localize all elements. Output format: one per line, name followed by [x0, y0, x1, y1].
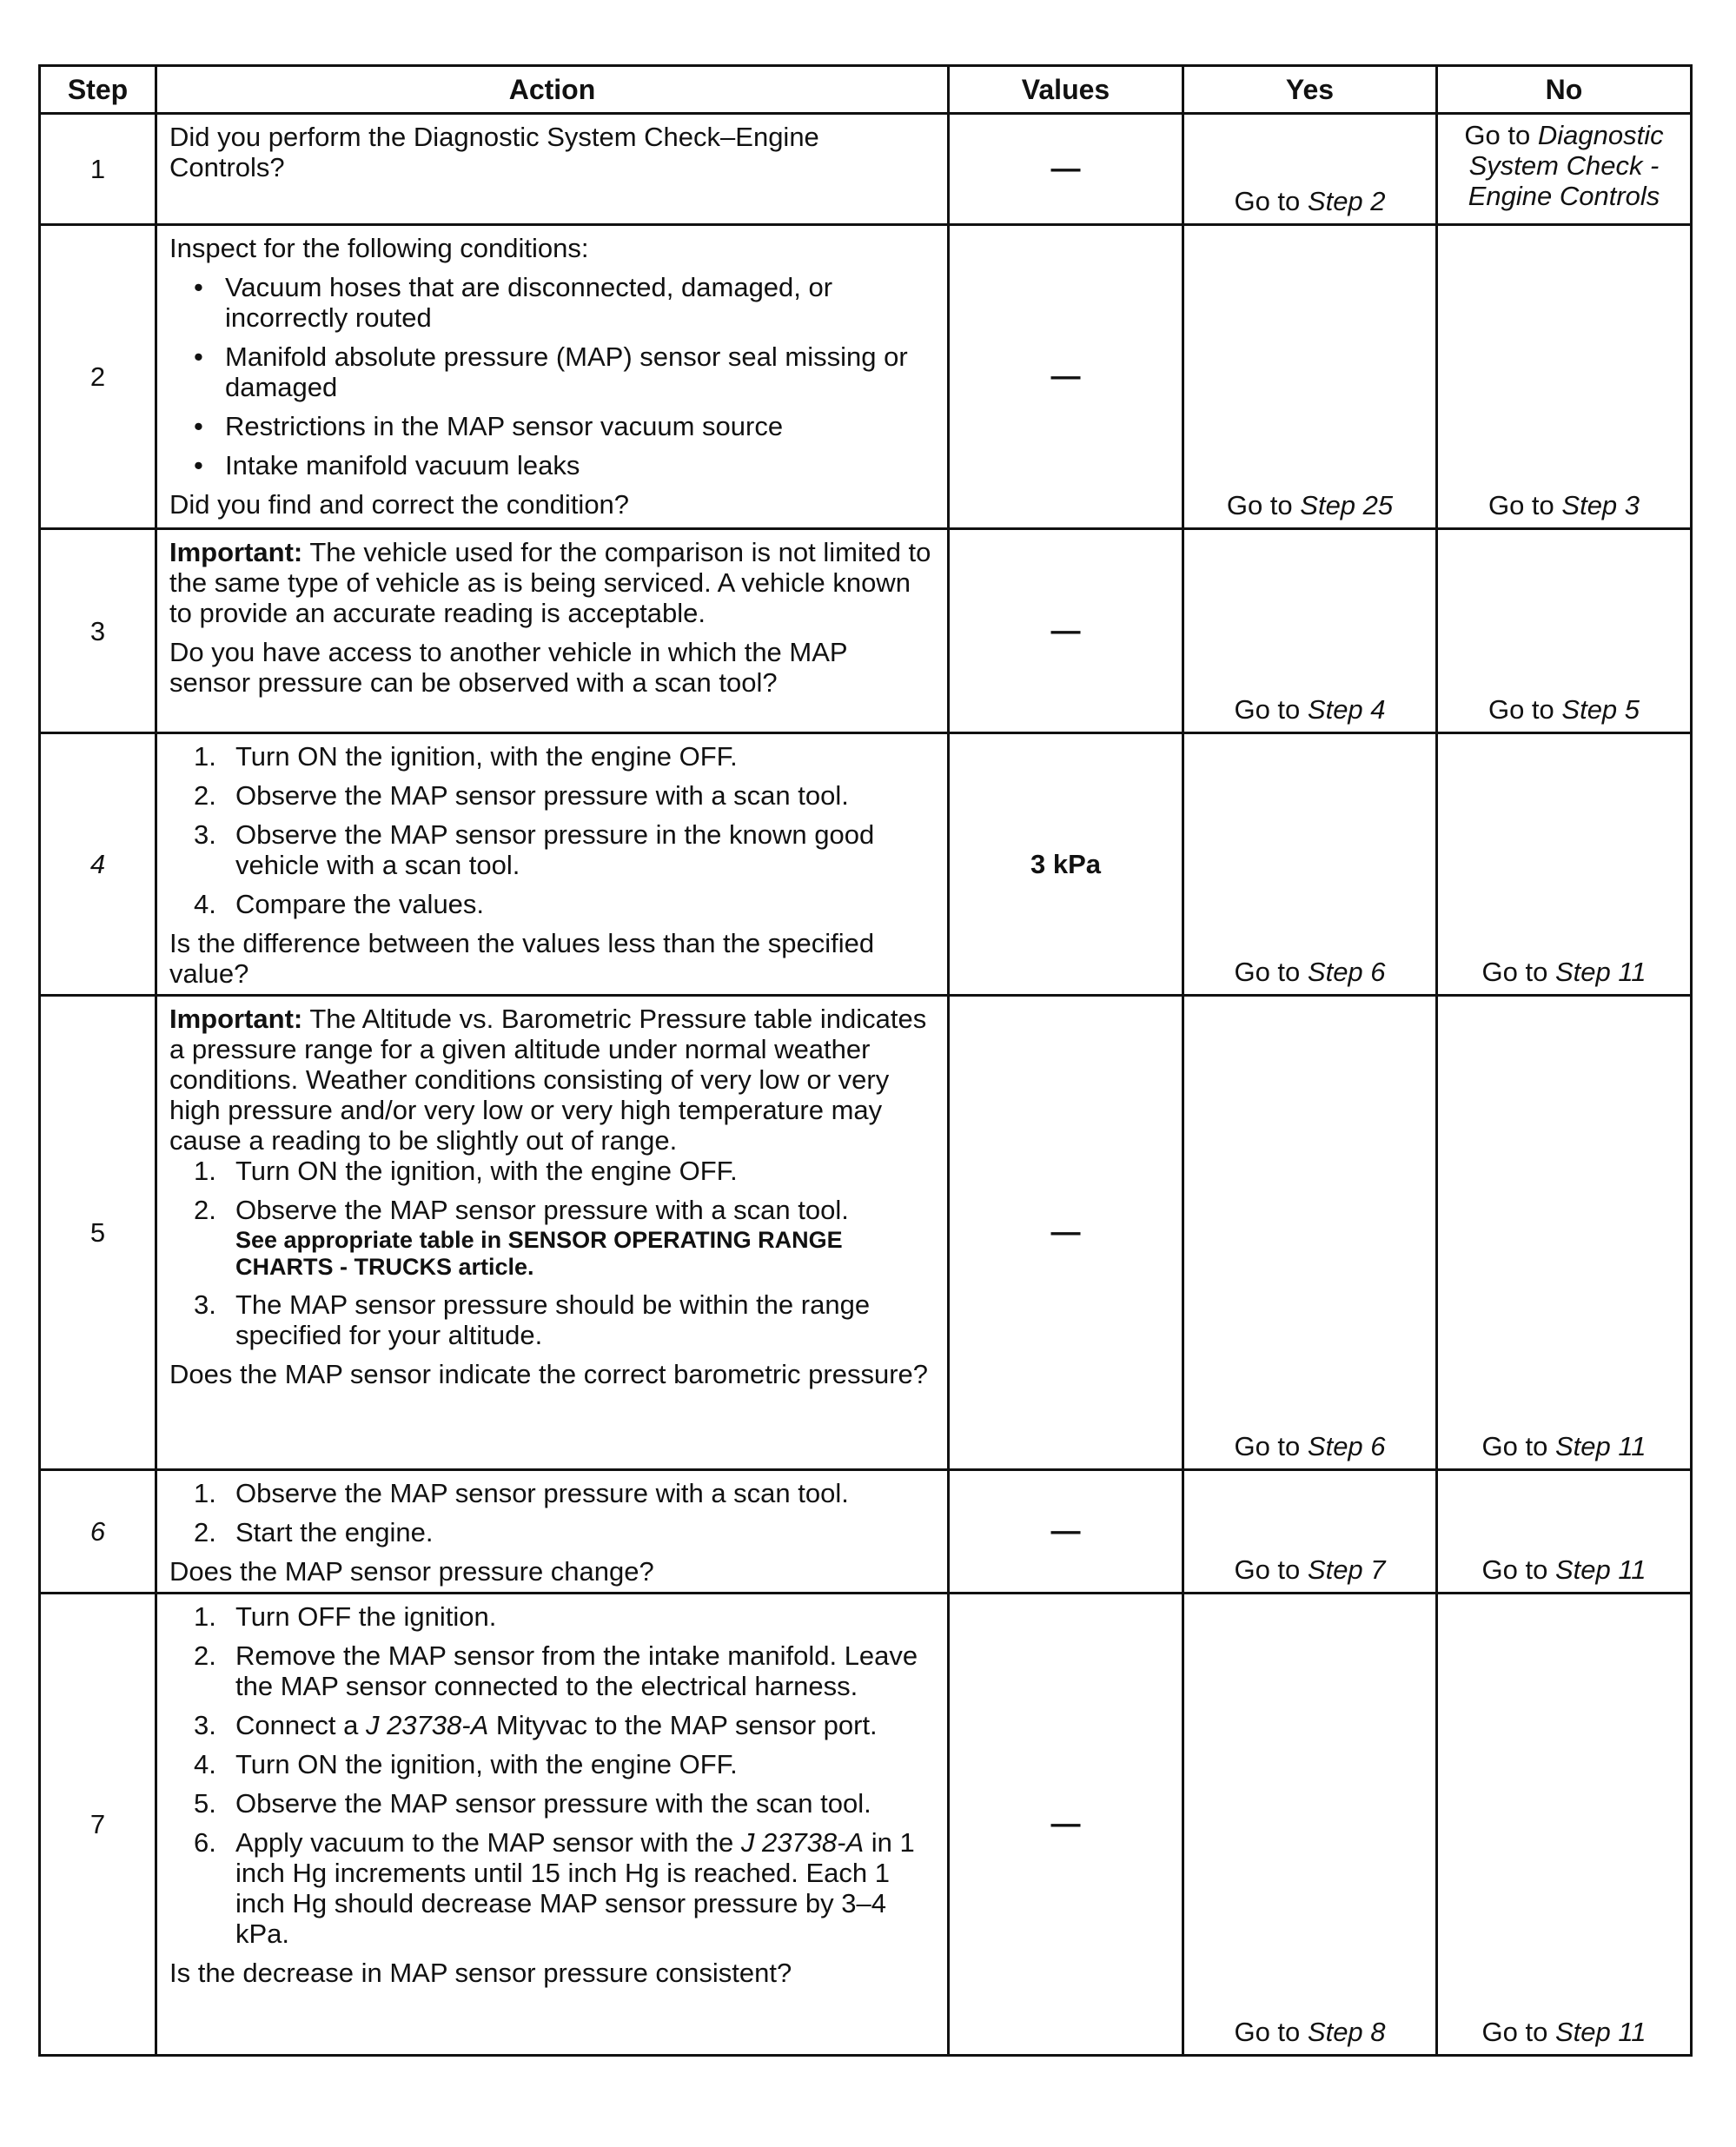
action-cell	[156, 1594, 949, 2056]
important-label: Important:	[169, 1004, 303, 1034]
item-text: Observe the MAP sensor pressure with a scan tool.	[235, 1478, 849, 1508]
list-item	[169, 780, 935, 811]
value-cell	[949, 996, 1183, 1470]
go-to-text: Go to	[1488, 694, 1554, 725]
action-cell	[156, 225, 949, 529]
item-number: 5.	[194, 1788, 216, 1819]
value-cell	[949, 225, 1183, 529]
yes-cell	[1183, 996, 1437, 1470]
yes-cell	[1183, 1594, 1437, 2056]
item-text-pre: Apply vacuum to the MAP sensor with the	[235, 1827, 734, 1858]
question-text: Do you have access to another vehicle in which the MAP sensor pressure can be observed with a scan tool?	[169, 637, 848, 698]
step-ref-link[interactable]: Step 6	[1307, 957, 1386, 987]
step-number: 3	[40, 529, 156, 733]
item-text: Start the engine.	[235, 1517, 434, 1547]
item-number: 2.	[194, 780, 216, 811]
important-label: Important:	[169, 537, 303, 567]
list-item: • Intake manifold vacuum leaks	[169, 450, 935, 480]
diagnostic-check-link[interactable]: Diagnostic System Check - Engine Controls	[1468, 120, 1664, 211]
question-text: Does the MAP sensor pressure change?	[169, 1556, 654, 1587]
list-item	[169, 1640, 935, 1701]
step-ref-link[interactable]: Step 25	[1300, 490, 1394, 520]
go-to-text: Go to	[1464, 120, 1531, 150]
list-item: • Vacuum hoses that are disconnected, damaged, or incorrectly routed	[169, 272, 935, 333]
question-text: Is the decrease in MAP sensor pressure consistent?	[169, 1958, 792, 1988]
item-text-post: in 1 inch Hg increments until 15 inch Hg is reached. Each 1 inch Hg should decrease MAP sensor pressure by 3–4 kPa.	[235, 1827, 915, 1949]
table-row	[40, 996, 1692, 1470]
table-row	[40, 733, 1692, 996]
go-to-text: Go to	[1488, 490, 1554, 520]
yes-cell	[1183, 529, 1437, 733]
item-text: Observe the MAP sensor pressure in the known good vehicle with a scan tool.	[235, 819, 875, 880]
yes-cell	[1183, 1470, 1437, 1594]
question-text: Does the MAP sensor indicate the correct barometric pressure?	[169, 1359, 928, 1389]
no-cell	[1437, 114, 1692, 225]
list-item	[169, 1195, 935, 1281]
item-text: Compare the values.	[235, 889, 485, 919]
item-number: 4.	[194, 889, 216, 919]
item-number: 1.	[194, 1156, 216, 1186]
header-values: Values	[949, 66, 1183, 114]
tool-name: J 23738-A	[365, 1710, 489, 1740]
dash: —	[1050, 1514, 1081, 1547]
important-note	[169, 537, 935, 628]
item-text: Turn ON the ignition, with the engine OFF.	[235, 1156, 738, 1186]
table-row	[40, 529, 1692, 733]
step-ref-link[interactable]: Step 6	[1307, 1431, 1386, 1461]
action-cell	[156, 529, 949, 733]
no-cell	[1437, 733, 1692, 996]
item-text-post: Mityvac to the MAP sensor port.	[495, 1710, 878, 1740]
go-to-text: Go to	[1234, 957, 1301, 987]
list-item	[169, 889, 935, 919]
reference-note: See appropriate table in SENSOR OPERATING RANGE CHARTS - TRUCKS article.	[235, 1227, 843, 1280]
item-text-pre: Connect a	[235, 1710, 359, 1740]
item-text: Observe the MAP sensor pressure with the scan tool.	[235, 1788, 871, 1819]
important-text: The Altitude vs. Barometric Pressure table indicates a pressure range for a given altitude under normal weather conditions. Weather conditions consisting of very low or very high pressure and/or very low or very high temperature may cause a reading to be slightly out of range.	[169, 1004, 927, 1156]
dash: —	[1050, 1807, 1081, 1840]
action-cell	[156, 996, 949, 1470]
value-cell	[949, 114, 1183, 225]
list-item	[169, 1478, 935, 1508]
condition-list	[169, 272, 935, 480]
yes-cell	[1183, 114, 1437, 225]
step-ref-link[interactable]: Step 8	[1307, 2017, 1386, 2047]
list-item	[169, 741, 935, 772]
header-step: Step	[40, 66, 156, 114]
dash: —	[1050, 152, 1081, 185]
procedure-list	[169, 1478, 935, 1547]
item-text: Remove the MAP sensor from the intake manifold. Leave the MAP sensor connected to the electrical harness.	[235, 1640, 918, 1701]
table-row	[40, 225, 1692, 529]
dash: —	[1050, 1216, 1081, 1249]
tool-name: J 23738-A	[740, 1827, 865, 1858]
header-yes: Yes	[1183, 66, 1437, 114]
question-text: Did you find and correct the condition?	[169, 489, 630, 520]
go-to-text: Go to	[1481, 1554, 1548, 1585]
step-ref-link[interactable]: Step 5	[1561, 694, 1640, 725]
dash: —	[1050, 613, 1081, 647]
item-number: 2.	[194, 1195, 216, 1225]
item-number: 2.	[194, 1640, 216, 1671]
go-to-text: Go to	[1226, 490, 1293, 520]
procedure-list	[169, 741, 935, 919]
yes-cell	[1183, 225, 1437, 529]
item-number: 4.	[194, 1749, 216, 1779]
step-number: 4	[40, 733, 156, 996]
item-number: 3.	[194, 1289, 216, 1320]
dash: —	[1050, 360, 1081, 393]
value-cell	[949, 1470, 1183, 1594]
step-ref-link[interactable]: Step 7	[1307, 1554, 1386, 1585]
list-item: • Restrictions in the MAP sensor vacuum source	[169, 411, 935, 441]
table-row	[40, 1594, 1692, 2056]
no-cell	[1437, 996, 1692, 1470]
value-cell	[949, 529, 1183, 733]
yes-cell	[1183, 733, 1437, 996]
step-number: 6	[40, 1470, 156, 1594]
table-row	[40, 114, 1692, 225]
list-item	[169, 1788, 935, 1819]
item-number: 2.	[194, 1517, 216, 1547]
action-cell	[156, 733, 949, 996]
go-to-text: Go to	[1481, 1431, 1548, 1461]
table-row	[40, 1470, 1692, 1594]
item-text: Observe the MAP sensor pressure with a scan tool.	[235, 780, 849, 811]
list-item	[169, 1156, 935, 1186]
step-number: 2	[40, 225, 156, 529]
important-note	[169, 1004, 935, 1156]
list-item	[169, 1710, 935, 1740]
item-text: Turn ON the ignition, with the engine OFF.	[235, 1749, 738, 1779]
step-ref-link[interactable]: Step 11	[1554, 957, 1647, 987]
list-item: • Manifold absolute pressure (MAP) sensor seal missing or damaged	[169, 341, 935, 402]
no-cell	[1437, 1594, 1692, 2056]
step-ref-link[interactable]: Step 11	[1554, 1431, 1647, 1461]
no-cell	[1437, 529, 1692, 733]
step-ref-link[interactable]: Step 11	[1554, 1554, 1647, 1585]
go-to-text: Go to	[1234, 1554, 1301, 1585]
list-item	[169, 1289, 935, 1350]
item-text: Turn ON the ignition, with the engine OFF.	[235, 741, 738, 772]
go-to-text: Go to	[1234, 2017, 1301, 2047]
list-item	[169, 1749, 935, 1779]
procedure-list	[169, 1601, 935, 1949]
item-number: 3.	[194, 819, 216, 850]
step-number: 7	[40, 1594, 156, 2056]
item-text: The MAP sensor pressure should be within the range specified for your altitude.	[235, 1289, 871, 1350]
step-ref-link[interactable]: Step 2	[1307, 186, 1386, 216]
list-item	[169, 819, 935, 880]
list-item	[169, 1517, 935, 1547]
go-to-text: Go to	[1481, 2017, 1548, 2047]
step-ref-link[interactable]: Step 3	[1561, 490, 1640, 520]
question-text: Is the difference between the values less than the specified value?	[169, 928, 875, 989]
intro-text: Inspect for the following conditions:	[169, 233, 589, 263]
step-number: 5	[40, 996, 156, 1470]
header-action: Action	[156, 66, 949, 114]
item-number: 1.	[194, 1478, 216, 1508]
item-number: 3.	[194, 1710, 216, 1740]
go-to-text: Go to	[1234, 1431, 1301, 1461]
go-to-text: Go to	[1481, 957, 1548, 987]
item-number: 1.	[194, 741, 216, 772]
list-item	[169, 1601, 935, 1632]
step-number: 1	[40, 114, 156, 225]
value-cell: 3 kPa	[949, 733, 1183, 996]
go-to-text: Go to	[1234, 186, 1301, 216]
action-cell	[156, 1470, 949, 1594]
list-item	[169, 1827, 935, 1949]
item-number: 1.	[194, 1601, 216, 1632]
question-text: Did you perform the Diagnostic System Check–Engine Controls?	[169, 122, 819, 182]
item-text: Observe the MAP sensor pressure with a scan tool.	[235, 1195, 849, 1225]
item-number: 6.	[194, 1827, 216, 1858]
item-text: Turn OFF the ignition.	[235, 1601, 497, 1632]
step-ref-link[interactable]: Step 11	[1554, 2017, 1647, 2047]
step-ref-link[interactable]: Step 4	[1307, 694, 1386, 725]
no-cell	[1437, 225, 1692, 529]
value-cell	[949, 1594, 1183, 2056]
procedure-list	[169, 1156, 935, 1350]
no-cell	[1437, 1470, 1692, 1594]
diagnostic-table	[38, 64, 1693, 2057]
action-cell	[156, 114, 949, 225]
header-row	[40, 66, 1692, 114]
go-to-text: Go to	[1234, 694, 1301, 725]
header-no: No	[1437, 66, 1692, 114]
important-text: The vehicle used for the comparison is not limited to the same type of vehicle as is being serviced. A vehicle known to provide an accurate reading is acceptable.	[169, 537, 931, 628]
